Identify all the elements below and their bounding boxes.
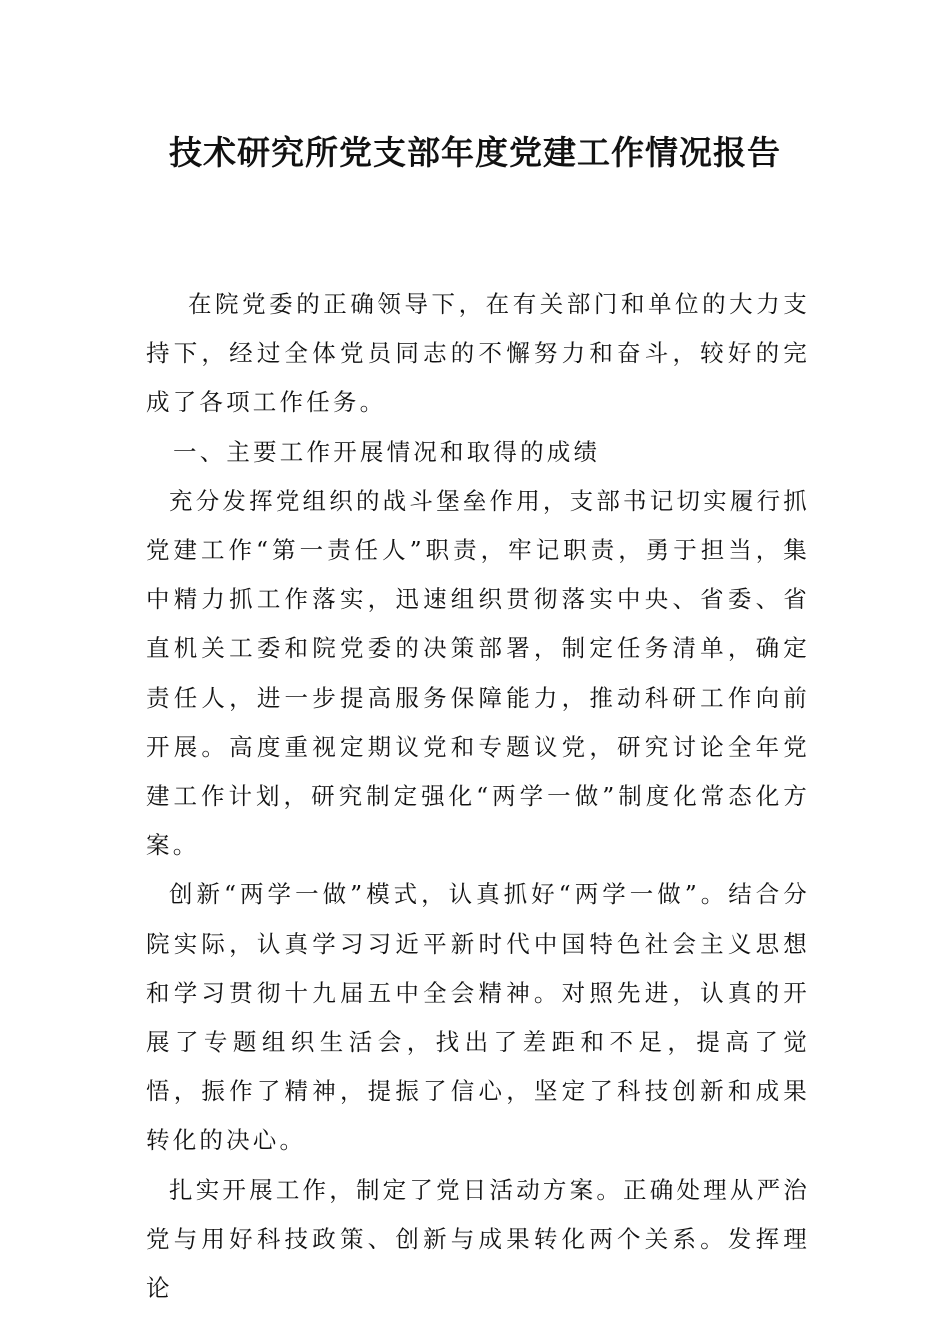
paragraph-intro: 在院党委的正确领导下，在有关部门和单位的大力支持下，经过全体党员同志的不懈努力和奋斗，较好的完成了各项工作任务。 [146,290,810,417]
paragraph-work-plan: 扎实开展工作，制定了党日活动方案。正确处理从严治党与用好科技政策、创新与成果转化两个关系。发挥理论 [146,1175,810,1303]
paragraph-two-studies: 创新“两学一做”模式，认真抓好“两学一做”。结合分院实际，认真学习习近平新时代中国特色社会主义思想和学习贯彻十九届五中全会精神。对照先进，认真的开展了专题组织生活会，找出了差距和不足，提高了觉悟，振作了精神，提振了信心，坚定了科技创新和成果转化的决心。 [146,880,810,1155]
document-body [146,280,810,1313]
paragraph-party-organization: 充分发挥党组织的战斗堡垒作用，支部书记切实履行抓党建工作“第一责任人”职责，牢记职责，勇于担当，集中精力抓工作落实，迅速组织贯彻落实中央、省委、省直机关工委和院党委的决策部署，制定任务清单，确定责任人，进一步提高服务保障能力，推动科研工作向前开展。高度重视定期议党和专题议党，研究讨论全年党建工作计划，研究制定强化“两学一做”制度化常态化方案。 [146,486,810,860]
section-heading: 一、主要工作开展情况和取得的成绩 [173,437,601,466]
document-title: 技术研究所党支部年度党建工作情况报告 [169,133,781,172]
